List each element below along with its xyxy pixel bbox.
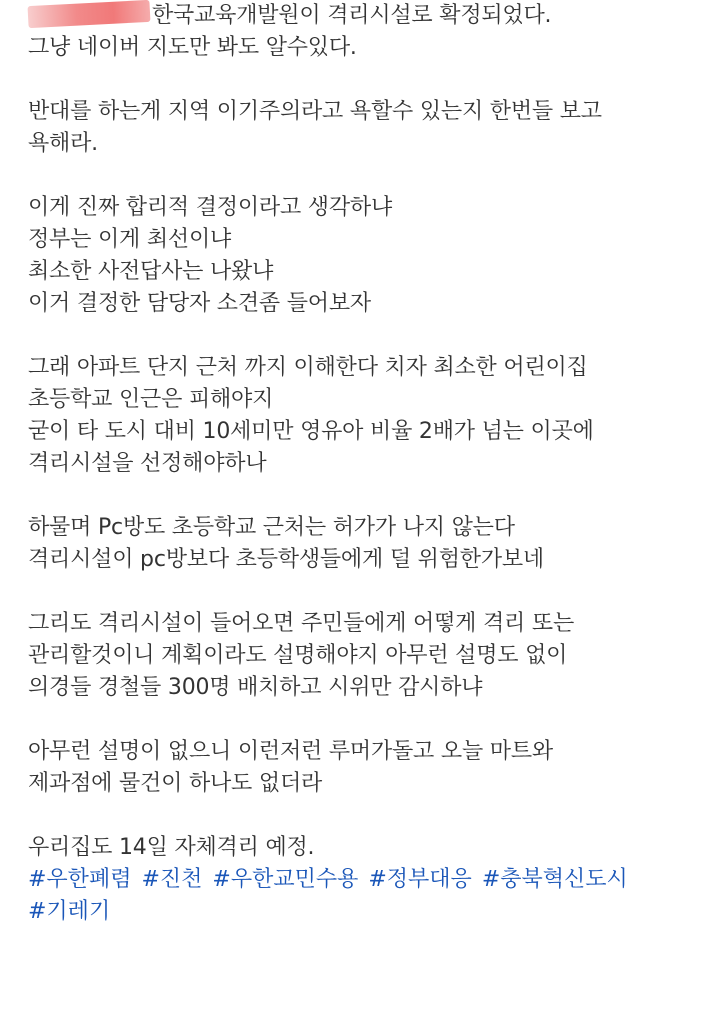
paragraph-gap bbox=[28, 64, 708, 96]
hashtag-link[interactable]: #진천 bbox=[141, 867, 203, 892]
post-line: 우리집도 14일 자체격리 예정. bbox=[28, 835, 315, 860]
post-body bbox=[28, 0, 708, 928]
hashtag-link[interactable]: #충북혁신도시 bbox=[481, 867, 628, 892]
paragraph-gap bbox=[28, 800, 708, 832]
paragraph-gap bbox=[28, 160, 708, 192]
hashtag-link[interactable]: #기레기 bbox=[28, 899, 111, 924]
paragraph-gap bbox=[28, 704, 708, 736]
redaction-mark bbox=[28, 0, 151, 28]
post-line: 제과점에 물건이 하나도 없더라 bbox=[28, 771, 323, 796]
post-line: 의경들 경철들 300명 배치하고 시위만 감시하냐 bbox=[28, 675, 483, 700]
post-line: 그래 아파트 단지 근처 까지 이해한다 치자 최소한 어린이집 bbox=[28, 355, 588, 380]
paragraph-gap bbox=[28, 480, 708, 512]
post-line: 격리시설을 선정해야하나 bbox=[28, 451, 267, 476]
post-line: 반대를 하는게 지역 이기주의라고 욕할수 있는지 한번들 보고 bbox=[28, 99, 602, 124]
post-line: 최소한 사전답사는 나왔냐 bbox=[28, 259, 274, 284]
post-line: 그냥 네이버 지도만 봐도 알수있다. bbox=[28, 35, 357, 60]
post-line: 욕해라. bbox=[28, 131, 98, 156]
hashtag-link[interactable]: #우한교민수용 bbox=[212, 867, 359, 892]
hashtag-link[interactable]: #우한폐렴 bbox=[28, 867, 132, 892]
hashtag-link[interactable]: #정부대응 bbox=[368, 867, 472, 892]
post-line: 하물며 Pc방도 초등학교 근처는 허가가 나지 않는다 bbox=[28, 515, 515, 540]
post-line: 정부는 이게 최선이냐 bbox=[28, 227, 232, 252]
post-line: 이게 진짜 합리적 결정이라고 생각하냐 bbox=[28, 195, 393, 220]
post-line-text: 한국교육개발원이 격리시설로 확정되었다. bbox=[152, 3, 552, 28]
hashtag-list bbox=[28, 864, 708, 928]
post-line: 관리할것이니 계획이라도 설명해야지 아무런 설명도 없이 bbox=[28, 643, 568, 668]
post-line: 초등학교 인근은 피해야지 bbox=[28, 387, 274, 412]
paragraph-gap bbox=[28, 320, 708, 352]
post-line bbox=[28, 0, 708, 32]
post-line: 그리도 격리시설이 들어오면 주민들에게 어떻게 격리 또는 bbox=[28, 611, 575, 636]
paragraph-gap bbox=[28, 576, 708, 608]
post-line: 이거 결정한 담당자 소견좀 들어보자 bbox=[28, 291, 371, 316]
post-line: 굳이 타 도시 대비 10세미만 영유아 비율 2배가 넘는 이곳에 bbox=[28, 419, 594, 444]
post-line: 격리시설이 pc방보다 초등학생들에게 덜 위험한가보네 bbox=[28, 547, 544, 572]
post-line: 아무런 설명이 없으니 이런저런 루머가돌고 오늘 마트와 bbox=[28, 739, 553, 764]
